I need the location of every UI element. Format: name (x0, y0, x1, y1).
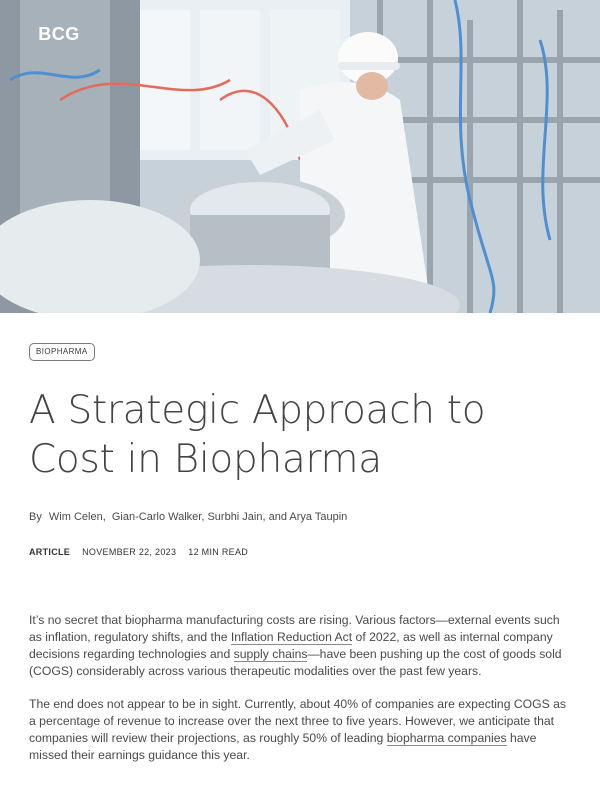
biopharma-companies-link[interactable]: biopharma companies (386, 731, 507, 745)
paragraph-text: The end does not appear to be in sight. Currently, about 40% of companies are expecting COGS as a percentage of revenue to increase over the next three to five years. However, we anticipate that companies will review their projections, as roughly 50% of leading (29, 697, 567, 745)
byline-prefix: By (29, 511, 42, 523)
page-title (29, 386, 549, 484)
paragraph-text: of 2022, as well as internal company decisions regarding technologies and (29, 630, 553, 661)
author-link[interactable]: Surbhi Jain, (207, 511, 266, 523)
paragraph-text: have missed their earnings guidance this year. (29, 731, 537, 762)
article-type: ARTICLE (29, 547, 71, 557)
author-link[interactable]: Wim Celen, (48, 511, 106, 523)
read-time: 12 MIN READ (188, 547, 249, 557)
hero-image (0, 0, 600, 313)
author-link[interactable]: Gian-Carlo Walker, (111, 511, 205, 523)
logo-text: BCG (38, 23, 80, 44)
body-paragraph-1 (29, 612, 574, 680)
body-paragraph-2 (29, 696, 574, 764)
author-link[interactable]: and Arya Taupin (268, 511, 348, 523)
byline (29, 511, 347, 523)
inflation-reduction-act-link[interactable]: Inflation Reduction Act (230, 630, 353, 644)
publish-date: NOVEMBER 22, 2023 (82, 547, 177, 557)
article-meta (29, 547, 248, 557)
topic-tag[interactable]: BIOPHARMA (29, 343, 95, 361)
title-line-2: Cost in Biopharma (29, 437, 382, 482)
supply-chains-link[interactable]: supply chains (233, 647, 308, 661)
paragraph-text: —have been pushing up the cost of goods sold (COGS) considerably across various therapeutic modalities over the past few years. (29, 647, 562, 678)
paragraph-text: It’s no secret that biopharma manufacturing costs are rising. Various factors—external events such as inflation, regulatory shifts, and the (29, 613, 560, 644)
title-line-1: A Strategic Approach to (29, 388, 486, 433)
bcg-logo[interactable] (27, 14, 91, 54)
